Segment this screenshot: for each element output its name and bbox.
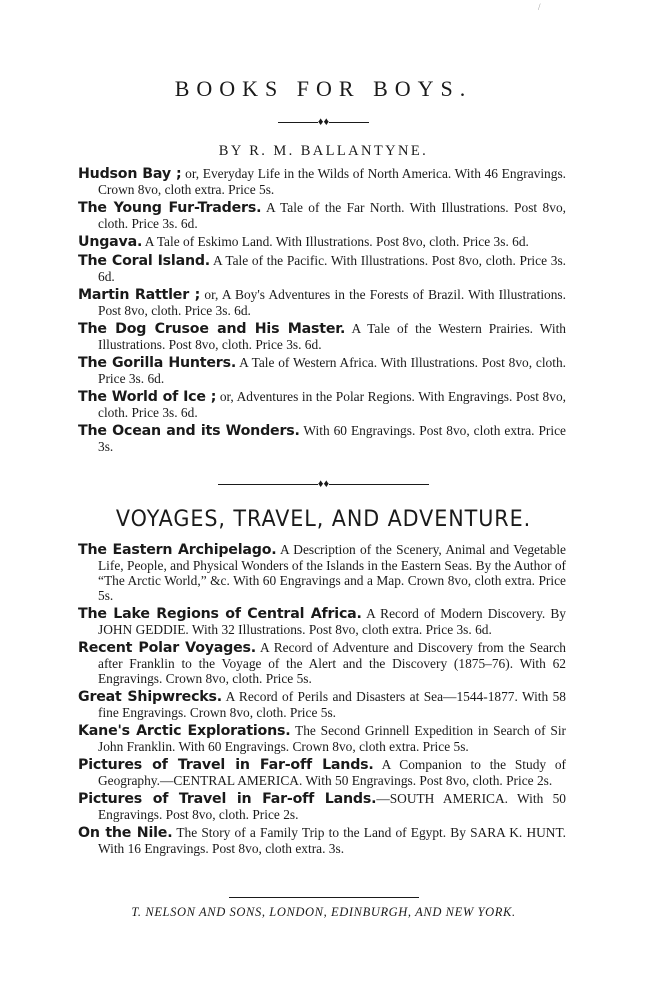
book-description: A Tale of the Western Prairies. With Illustrations. Post 8vo, cloth. Price 3s. 6d.	[98, 321, 566, 352]
book-description: A Tale of the Far North. With Illustrations. Post 8vo, cloth. Price 3s. 6d.	[98, 200, 566, 231]
book-title: Ungava.	[78, 234, 143, 250]
ornament-divider-top	[0, 117, 647, 128]
book-entry	[78, 640, 566, 686]
book-title: Kane's Arctic Explorations.	[78, 723, 291, 739]
book-description: A Description of the Scenery, Animal and Vegetable Life, People, and Physical Wonders of the Islands in the Eastern Seas. By the Author of “The Arctic World,” &c. With 60 Engravings and a Map. Crown 8vo, cloth extra. Price 5s.	[98, 542, 566, 603]
section-heading-voyages: VOYAGES, TRAVEL, AND ADVENTURE.	[115, 506, 532, 532]
book-title: Pictures of Travel in Far-off Lands.	[78, 757, 374, 773]
book-entry	[78, 200, 566, 231]
book-title: The Dog Crusoe and His Master.	[78, 321, 346, 337]
ornament-line-left	[218, 484, 318, 485]
book-title: The Coral Island.	[78, 253, 210, 269]
book-entry	[78, 321, 566, 352]
ornament-diamond-icon: ♦♦	[317, 478, 330, 490]
book-title: On the Nile.	[78, 825, 173, 841]
book-title: Great Shipwrecks.	[78, 689, 222, 705]
book-entry	[78, 253, 566, 284]
book-description: or, A Boy's Adventures in the Forests of Brazil. With Illustrations. Post 8vo, cloth. Price 3s. 6d.	[98, 287, 566, 318]
book-entry	[78, 723, 566, 754]
book-description: A Tale of the Pacific. With Illustrations. Post 8vo, cloth. Price 3s. 6d.	[98, 253, 566, 284]
book-title: The World of Ice ;	[78, 389, 217, 405]
book-description: —SOUTH AMERICA. With 50 Engravings. Post 8vo, cloth. Price 2s.	[98, 791, 566, 822]
book-title: The Gorilla Hunters.	[78, 355, 237, 371]
book-entry	[78, 757, 566, 788]
book-title: Hudson Bay ;	[78, 166, 182, 182]
book-description: A Companion to the Study of Geography.—CENTRAL AMERICA. With 50 Engravings. Post 8vo, cloth. Price 2s.	[98, 757, 566, 788]
book-title: Martin Rattler ;	[78, 287, 201, 303]
book-title: The Ocean and its Wonders.	[78, 423, 300, 439]
ornament-line-right	[329, 122, 369, 123]
book-entry	[78, 689, 566, 720]
book-entry	[78, 389, 566, 420]
section-ballantyne-list	[78, 166, 566, 457]
book-entry	[78, 287, 566, 318]
author-line: BY R. M. BALLANTYNE.	[218, 143, 429, 159]
corner-mark: /	[538, 2, 541, 12]
section-voyages-list	[78, 542, 566, 859]
ornament-line-right	[329, 484, 429, 485]
page-heading-books-for-boys: BOOKS FOR BOYS.	[174, 76, 473, 101]
rule-line	[229, 897, 419, 898]
book-description: or, Everyday Life in the Wilds of North America. With 46 Engravings. Crown 8vo, cloth extra. Price 5s.	[98, 166, 566, 197]
book-entry	[78, 606, 566, 637]
ornament-line-left	[278, 122, 318, 123]
ornament-diamond-icon: ♦♦	[317, 116, 330, 128]
book-entry	[78, 825, 566, 856]
book-entry	[78, 791, 566, 822]
book-entry	[78, 542, 566, 603]
book-entry	[78, 423, 566, 454]
book-description: A Record of Perils and Disasters at Sea—1544-1877. With 58 fine Engravings. Crown 8vo, cloth. Price 5s.	[98, 689, 566, 720]
book-title: The Lake Regions of Central Africa.	[78, 606, 362, 622]
book-description: A Tale of Eskimo Land. With Illustrations. Post 8vo, cloth. Price 3s. 6d.	[142, 234, 529, 249]
book-description: A Record of Adventure and Discovery from the Search after Franklin to the Voyage of the Alert and the Discovery (1875–76). With 62 Engravings. Crown 8vo, cloth. Price 5s.	[98, 640, 566, 686]
book-description: The Story of a Family Trip to the Land of Egypt. By SARA K. HUNT. With 16 Engravings. Post 8vo, cloth extra. 3s.	[98, 825, 566, 856]
publisher-footer: T. NELSON AND SONS, LONDON, EDINBURGH, AND NEW YORK.	[131, 905, 516, 919]
book-description: or, Adventures in the Polar Regions. With Engravings. Post 8vo, cloth. Price 3s. 6d.	[98, 389, 566, 420]
book-entry	[78, 355, 566, 386]
book-title: The Eastern Archipelago.	[78, 542, 277, 558]
book-title: Recent Polar Voyages.	[78, 640, 256, 656]
book-description: With 60 Engravings. Post 8vo, cloth extra. Price 3s.	[98, 423, 566, 454]
book-description: A Record of Modern Discovery. By JOHN GEDDIE. With 32 Illustrations. Post 8vo, cloth extra. Price 3s. 6d.	[98, 606, 566, 637]
book-title: Pictures of Travel in Far-off Lands.	[78, 791, 377, 807]
book-description: The Second Grinnell Expedition in Search of Sir John Franklin. With 60 Engravings. Crown 8vo, cloth extra. Price 5s.	[98, 723, 566, 754]
ornament-divider-middle	[0, 479, 647, 490]
book-title: The Young Fur-Traders.	[78, 200, 262, 216]
ornament-divider-bottom	[0, 892, 647, 903]
book-entry	[78, 166, 566, 197]
book-entry	[78, 234, 566, 250]
book-description: A Tale of Western Africa. With Illustrations. Post 8vo, cloth. Price 3s. 6d.	[98, 355, 567, 386]
